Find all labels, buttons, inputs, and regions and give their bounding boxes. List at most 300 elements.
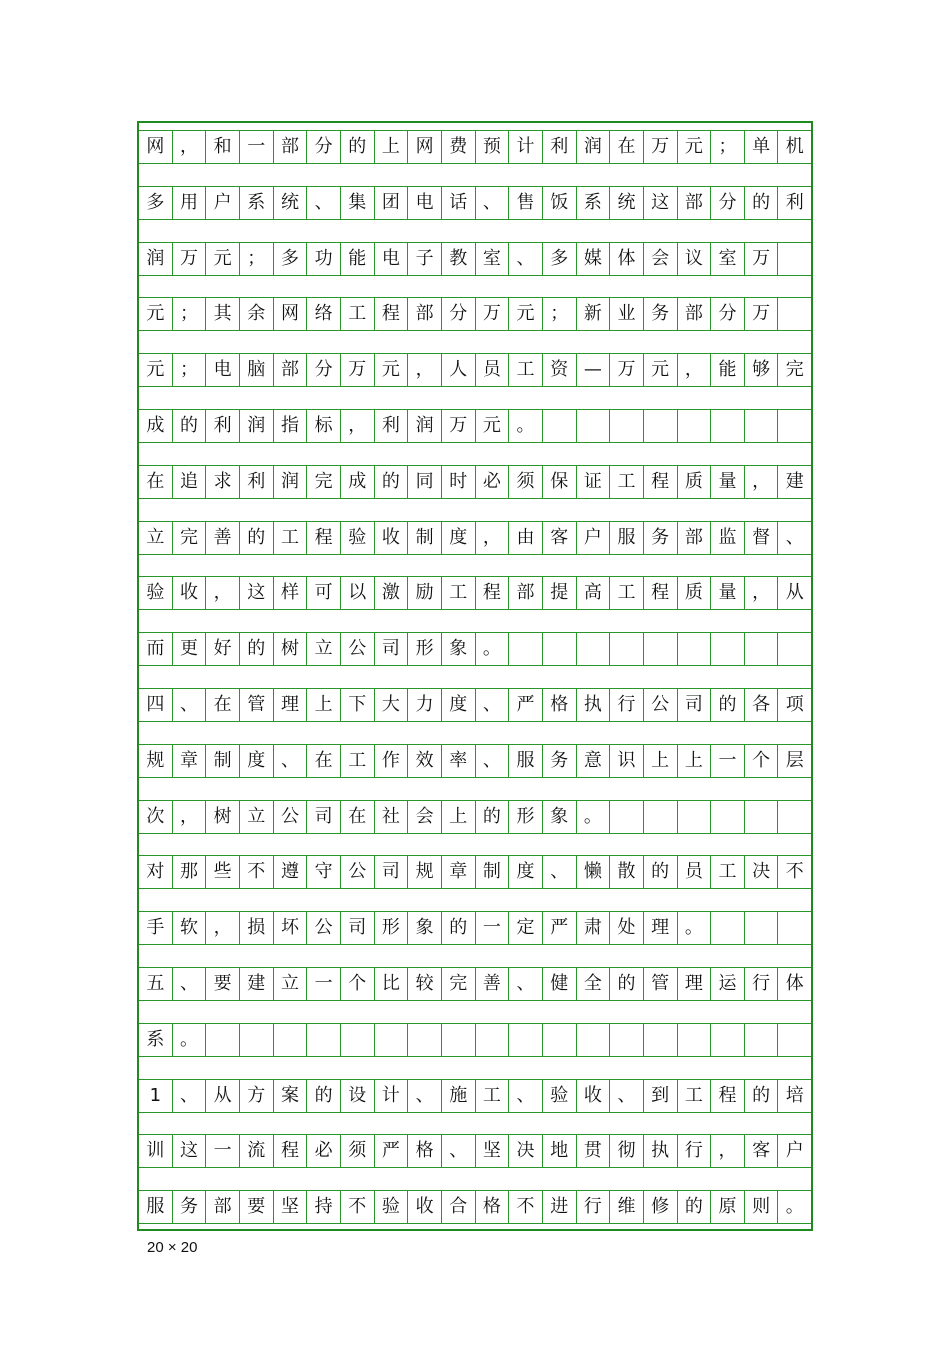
grid-cell: 程: [710, 1079, 744, 1113]
grid-row: [139, 800, 811, 834]
grid-cell: 地: [542, 1134, 576, 1168]
grid-cell: 的: [340, 130, 374, 164]
grid-cell: 收: [407, 1190, 441, 1224]
grid-cell: 万: [744, 242, 778, 276]
grid-cell: 懒: [576, 855, 610, 889]
grid-cell: [576, 1023, 610, 1057]
grid-cell: 多: [542, 242, 576, 276]
grid-cell: 、: [609, 1079, 643, 1113]
grid-cell: 服: [508, 744, 542, 778]
grid-cell: [710, 632, 744, 666]
grid-cell: 多: [273, 242, 307, 276]
grid-cell: 大: [374, 688, 408, 722]
grid-cell: 员: [677, 855, 711, 889]
grid-cell: 计: [508, 130, 542, 164]
grid-row: [139, 1190, 811, 1224]
grid-cell: ；: [542, 297, 576, 331]
grid-cell: 集: [340, 186, 374, 220]
grid-cell: 定: [508, 911, 542, 945]
grid-row: [139, 297, 811, 331]
grid-row: [139, 521, 811, 555]
grid-cell: 润: [273, 465, 307, 499]
grid-cell: 验: [340, 521, 374, 555]
grid-cell: 、: [508, 242, 542, 276]
grid-cell: 的: [172, 409, 206, 443]
grid-cell: 单: [744, 130, 778, 164]
grid-cell: 络: [306, 297, 340, 331]
grid-cell: 网: [273, 297, 307, 331]
grid-cell: 脑: [239, 353, 273, 387]
grid-cell: 的: [677, 1190, 711, 1224]
grid-cell: 的: [744, 1079, 778, 1113]
grid-cell: 较: [407, 967, 441, 1001]
grid-cell: 章: [441, 855, 475, 889]
grid-cell: 上: [306, 688, 340, 722]
grid-cell: 万: [172, 242, 206, 276]
grid-cell: 室: [475, 242, 509, 276]
grid-cell: 程: [475, 576, 509, 610]
grid-cell: 保: [542, 465, 576, 499]
grid-cell: 议: [677, 242, 711, 276]
grid-cell: 元: [475, 409, 509, 443]
grid-cell: [273, 1023, 307, 1057]
grid-cell: 这: [172, 1134, 206, 1168]
grid-cell: 万: [441, 409, 475, 443]
grid-cell: [710, 1023, 744, 1057]
grid-cell: 象: [407, 911, 441, 945]
grid-cell: [306, 1023, 340, 1057]
grid-cell: —: [576, 353, 610, 387]
grid-cell: 制: [205, 744, 239, 778]
grid-cell: 社: [374, 800, 408, 834]
grid-cell: [475, 1023, 509, 1057]
grid-cell: 公: [340, 632, 374, 666]
grid-cell: 时: [441, 465, 475, 499]
grid-cell: 的: [441, 911, 475, 945]
grid-cell: 、: [542, 855, 576, 889]
grid-cell: 高: [576, 576, 610, 610]
grid-row: [139, 186, 811, 220]
grid-cell: 的: [239, 632, 273, 666]
grid-cell: 够: [744, 353, 778, 387]
grid-cell: 设: [340, 1079, 374, 1113]
grid-cell: 的: [609, 967, 643, 1001]
grid-cell: 形: [508, 800, 542, 834]
grid-cell: 识: [609, 744, 643, 778]
grid-cell: 程: [273, 1134, 307, 1168]
grid-cell: 元: [643, 353, 677, 387]
grid-cell: 力: [407, 688, 441, 722]
grid-cell: 公: [340, 855, 374, 889]
grid-cell: 部: [273, 353, 307, 387]
grid-cell: 分: [306, 353, 340, 387]
grid-cell: 工: [340, 297, 374, 331]
grid-cell: 到: [643, 1079, 677, 1113]
grid-cell: 话: [441, 186, 475, 220]
grid-cell: 户: [205, 186, 239, 220]
grid-row: [139, 409, 811, 443]
grid-cell: 在: [340, 800, 374, 834]
grid-cell: 象: [441, 632, 475, 666]
grid-cell: 司: [374, 632, 408, 666]
grid-cell: 行: [609, 688, 643, 722]
grid-cell: 量: [710, 576, 744, 610]
grid-cell: 理: [643, 911, 677, 945]
grid-cell: 要: [205, 967, 239, 1001]
grid-cell: [508, 1023, 542, 1057]
grid-cell: ，: [205, 576, 239, 610]
grid-cell: 户: [777, 1134, 811, 1168]
grid-cell: 贯: [576, 1134, 610, 1168]
grid-cell: [777, 297, 811, 331]
grid-cell: ，: [744, 465, 778, 499]
grid-cell: 不: [508, 1190, 542, 1224]
grid-cell: 质: [677, 576, 711, 610]
grid-cell: 收: [576, 1079, 610, 1113]
grid-cell: 电: [374, 242, 408, 276]
grid-cell: 多: [139, 186, 172, 220]
grid-size-label: 20 × 20: [147, 1239, 198, 1256]
grid-cell: 收: [172, 576, 206, 610]
grid-cell: 监: [710, 521, 744, 555]
grid-cell: ，: [475, 521, 509, 555]
grid-cell: 格: [407, 1134, 441, 1168]
grid-cell: ，: [205, 911, 239, 945]
grid-cell: [609, 632, 643, 666]
grid-cell: [710, 800, 744, 834]
grid-cell: 不: [340, 1190, 374, 1224]
grid-cell: 运: [710, 967, 744, 1001]
grid-cell: 、: [475, 186, 509, 220]
grid-cell: 利: [205, 409, 239, 443]
grid-cell: 部: [407, 297, 441, 331]
grid-cell: [777, 800, 811, 834]
grid-cell: 、: [172, 967, 206, 1001]
grid-cell: 公: [306, 911, 340, 945]
grid-row: [139, 855, 811, 889]
grid-cell: 万: [475, 297, 509, 331]
grid-cell: 室: [710, 242, 744, 276]
grid-cell: 、: [407, 1079, 441, 1113]
grid-cell: 系: [139, 1023, 172, 1057]
grid-cell: 部: [205, 1190, 239, 1224]
grid-cell: 须: [340, 1134, 374, 1168]
grid-cell: 验: [139, 576, 172, 610]
grid-cell: 全: [576, 967, 610, 1001]
grid-cell: 验: [542, 1079, 576, 1113]
grid-cell: 证: [576, 465, 610, 499]
grid-cell: 严: [542, 911, 576, 945]
grid-cell: 格: [542, 688, 576, 722]
grid-cell: 统: [273, 186, 307, 220]
grid-cell: 损: [239, 911, 273, 945]
grid-cell: 员: [475, 353, 509, 387]
grid-cell: 些: [205, 855, 239, 889]
grid-cell: 一: [205, 1134, 239, 1168]
grid-cell: 公: [643, 688, 677, 722]
grid-cell: 户: [576, 521, 610, 555]
grid-cell: 质: [677, 465, 711, 499]
grid-cell: 务: [542, 744, 576, 778]
grid-cell: 的: [306, 1079, 340, 1113]
grid-cell: 客: [744, 1134, 778, 1168]
grid-cell: 以: [340, 576, 374, 610]
grid-cell: 和: [205, 130, 239, 164]
grid-cell: [239, 1023, 273, 1057]
grid-cell: 施: [441, 1079, 475, 1113]
grid-cell: 万: [609, 353, 643, 387]
grid-cell: 意: [576, 744, 610, 778]
grid-cell: 在: [306, 744, 340, 778]
grid-cell: 那: [172, 855, 206, 889]
grid-cell: ，: [172, 130, 206, 164]
grid-cell: 决: [508, 1134, 542, 1168]
grid-cell: [710, 409, 744, 443]
grid-cell: 个: [744, 744, 778, 778]
grid-cell: 媒: [576, 242, 610, 276]
grid-row: [139, 242, 811, 276]
grid-cell: ，: [677, 353, 711, 387]
grid-cell: 效: [407, 744, 441, 778]
grid-cell: 会: [643, 242, 677, 276]
grid-cell: [744, 800, 778, 834]
grid-cell: [777, 242, 811, 276]
grid-cell: 原: [710, 1190, 744, 1224]
grid-cell: 工: [508, 353, 542, 387]
grid-row: [139, 632, 811, 666]
grid-cell: 的: [710, 688, 744, 722]
grid-cell: [340, 1023, 374, 1057]
grid-cell: [508, 632, 542, 666]
grid-cell: [777, 1023, 811, 1057]
grid-cell: [576, 409, 610, 443]
grid-cell: 在: [205, 688, 239, 722]
grid-cell: 树: [273, 632, 307, 666]
grid-cell: [609, 1023, 643, 1057]
grid-cell: 由: [508, 521, 542, 555]
grid-cell: 培: [777, 1079, 811, 1113]
grid-cell: [609, 800, 643, 834]
grid-cell: [542, 409, 576, 443]
grid-cell: 程: [374, 297, 408, 331]
grid-cell: 软: [172, 911, 206, 945]
grid-cell: 工: [475, 1079, 509, 1113]
grid-cell: 元: [139, 297, 172, 331]
grid-cell: 肃: [576, 911, 610, 945]
grid-cell: 分: [710, 297, 744, 331]
grid-cell: 度: [508, 855, 542, 889]
grid-cell: 一: [710, 744, 744, 778]
grid-row: [139, 1023, 811, 1057]
grid-cell: 建: [777, 465, 811, 499]
grid-cell: 。: [508, 409, 542, 443]
grid-cell: [744, 409, 778, 443]
grid-cell: [407, 1023, 441, 1057]
grid-cell: ；: [710, 130, 744, 164]
grid-cell: [609, 409, 643, 443]
grid-cell: 费: [441, 130, 475, 164]
grid-cell: 形: [407, 632, 441, 666]
grid-cell: 坚: [475, 1134, 509, 1168]
grid-cell: 手: [139, 911, 172, 945]
grid-cell: 度: [441, 688, 475, 722]
grid-cell: 润: [139, 242, 172, 276]
grid-cell: 各: [744, 688, 778, 722]
grid-row: [139, 353, 811, 387]
grid-cell: 理: [677, 967, 711, 1001]
grid-cell: 上: [374, 130, 408, 164]
grid-row: [139, 1134, 811, 1168]
grid-cell: 司: [374, 855, 408, 889]
grid-cell: 层: [777, 744, 811, 778]
grid-cell: 严: [508, 688, 542, 722]
grid-cell: [542, 1023, 576, 1057]
grid-cell: ；: [172, 297, 206, 331]
grid-cell: 。: [475, 632, 509, 666]
grid-cell: 象: [542, 800, 576, 834]
grid-cell: 润: [576, 130, 610, 164]
grid-cell: 1: [139, 1079, 172, 1113]
grid-cell: 彻: [609, 1134, 643, 1168]
grid-cell: 、: [475, 744, 509, 778]
grid-cell: 公: [273, 800, 307, 834]
grid-cell: 验: [374, 1190, 408, 1224]
grid-cell: ，: [407, 353, 441, 387]
grid-cell: [710, 911, 744, 945]
grid-cell: 个: [340, 967, 374, 1001]
grid-cell: 能: [340, 242, 374, 276]
grid-cell: 完: [777, 353, 811, 387]
grid-cell: 立: [239, 800, 273, 834]
grid-cell: 润: [239, 409, 273, 443]
grid-cell: 立: [273, 967, 307, 1001]
grid-cell: 工: [340, 744, 374, 778]
grid-cell: 系: [239, 186, 273, 220]
grid-row: [139, 1079, 811, 1113]
grid-cell: [777, 911, 811, 945]
grid-cell: 人: [441, 353, 475, 387]
grid-cell: 资: [542, 353, 576, 387]
grid-cell: ，: [172, 800, 206, 834]
grid-cell: 不: [777, 855, 811, 889]
grid-cell: 维: [609, 1190, 643, 1224]
grid-cell: [643, 409, 677, 443]
grid-cell: 从: [205, 1079, 239, 1113]
grid-cell: 余: [239, 297, 273, 331]
grid-cell: 务: [172, 1190, 206, 1224]
grid-cell: 元: [374, 353, 408, 387]
grid-cell: 树: [205, 800, 239, 834]
grid-cell: 、: [508, 967, 542, 1001]
grid-cell: 程: [306, 521, 340, 555]
grid-cell: 从: [777, 576, 811, 610]
grid-cell: 预: [475, 130, 509, 164]
grid-cell: 守: [306, 855, 340, 889]
grid-cell: 万: [643, 130, 677, 164]
grid-row: [139, 688, 811, 722]
grid-cell: 要: [239, 1190, 273, 1224]
grid-cell: 健: [542, 967, 576, 1001]
grid-cell: 网: [139, 130, 172, 164]
grid-cell: 方: [239, 1079, 273, 1113]
grid-cell: 程: [643, 465, 677, 499]
grid-cell: 工: [441, 576, 475, 610]
grid-cell: 量: [710, 465, 744, 499]
grid-cell: 工: [609, 576, 643, 610]
grid-cell: 司: [677, 688, 711, 722]
grid-cell: 成: [340, 465, 374, 499]
grid-cell: 建: [239, 967, 273, 1001]
grid-cell: 润: [407, 409, 441, 443]
grid-cell: [643, 1023, 677, 1057]
grid-cell: 在: [609, 130, 643, 164]
grid-cell: 坚: [273, 1190, 307, 1224]
grid-cell: [643, 632, 677, 666]
grid-cell: 一: [239, 130, 273, 164]
grid-cell: 执: [643, 1134, 677, 1168]
grid-cell: 利: [542, 130, 576, 164]
grid-cell: 利: [239, 465, 273, 499]
grid-cell: 售: [508, 186, 542, 220]
grid-cell: 在: [139, 465, 172, 499]
grid-cell: 用: [172, 186, 206, 220]
grid-cell: 而: [139, 632, 172, 666]
grid-cell: 工: [609, 465, 643, 499]
grid-cell: 。: [172, 1023, 206, 1057]
grid-row: [139, 576, 811, 610]
grid-cell: 业: [609, 297, 643, 331]
grid-cell: 修: [643, 1190, 677, 1224]
grid-cell: 系: [576, 186, 610, 220]
grid-cell: ，: [710, 1134, 744, 1168]
grid-cell: 五: [139, 967, 172, 1001]
grid-cell: 统: [609, 186, 643, 220]
grid-cell: 管: [239, 688, 273, 722]
grid-cell: ，: [340, 409, 374, 443]
grid-cell: 制: [475, 855, 509, 889]
grid-cell: 样: [273, 576, 307, 610]
grid-cell: 完: [441, 967, 475, 1001]
grid-cell: 行: [744, 967, 778, 1001]
grid-cell: [777, 632, 811, 666]
grid-cell: 工: [273, 521, 307, 555]
grid-cell: 这: [643, 186, 677, 220]
grid-cell: 坏: [273, 911, 307, 945]
grid-cell: 务: [643, 297, 677, 331]
grid-cell: 体: [777, 967, 811, 1001]
grid-cell: 务: [643, 521, 677, 555]
grid-cell: 完: [172, 521, 206, 555]
grid-cell: 持: [306, 1190, 340, 1224]
grid-cell: 则: [744, 1190, 778, 1224]
grid-cell: 可: [306, 576, 340, 610]
grid-cell: 的: [374, 465, 408, 499]
grid-cell: [744, 1023, 778, 1057]
grid-cell: 、: [475, 688, 509, 722]
grid-cell: 行: [677, 1134, 711, 1168]
grid-cell: [643, 800, 677, 834]
grid-cell: 程: [643, 576, 677, 610]
grid-cell: 教: [441, 242, 475, 276]
grid-row: [139, 130, 811, 164]
grid-cell: 案: [273, 1079, 307, 1113]
grid-cell: 好: [205, 632, 239, 666]
grid-cell: 行: [576, 1190, 610, 1224]
grid-cell: 严: [374, 1134, 408, 1168]
grid-cell: [677, 800, 711, 834]
grid-cell: 部: [273, 130, 307, 164]
grid-cell: 利: [777, 186, 811, 220]
